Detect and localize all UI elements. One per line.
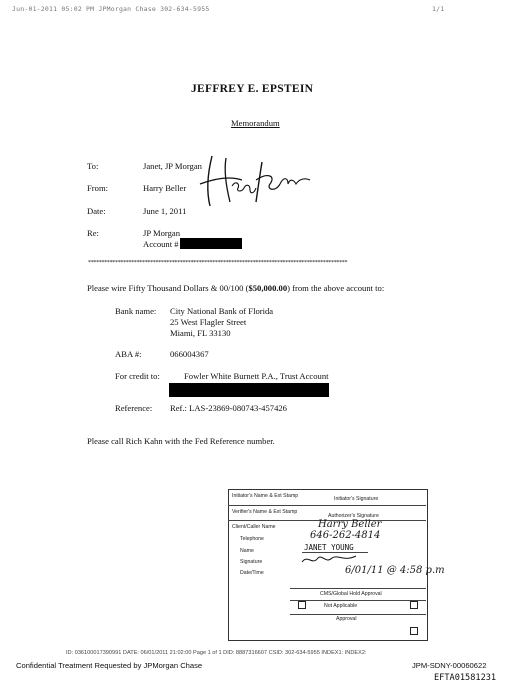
stamp-divider: [290, 588, 426, 589]
stamp-signature-label: Signature: [240, 559, 263, 565]
re-label: Re:: [87, 228, 99, 238]
reference-label: Reference:: [115, 403, 153, 413]
memo-heading: Memorandum: [231, 118, 280, 128]
fax-page-count: 1/1: [432, 5, 445, 13]
stamp-not-applicable: Not Applicable: [324, 603, 358, 609]
separator: ************************************************************************************************: [88, 260, 348, 266]
bank-name: City National Bank of Florida: [170, 306, 274, 316]
aba-label: ABA #:: [115, 349, 142, 359]
wire-instruction: [87, 283, 384, 293]
to-value: Janet, JP Morgan: [143, 161, 202, 171]
stamp-initiator-name: Initiator's Name & Ext Stamp: [232, 493, 299, 499]
stamp-divider: [290, 614, 426, 615]
footer-efta: EFTA01581231: [434, 673, 497, 683]
stamp-divider: [228, 505, 426, 506]
credit-label: For credit to:: [115, 371, 160, 381]
stamp-phone-label: Telephone: [240, 536, 264, 542]
stamp-checkbox: [410, 627, 418, 635]
fax-header-left: Jun-01-2011 05:02 PM JPMorgan Chase 302-634-5955: [12, 5, 210, 13]
to-label: To:: [87, 161, 99, 171]
from-label: From:: [87, 183, 109, 193]
stamp-phone-value: 646-262-4814: [310, 530, 381, 541]
instruction-prefix: Please wire Fifty Thousand Dollars & 00/100 (: [87, 283, 249, 293]
letterhead: JEFFREY E. EPSTEIN: [191, 83, 314, 95]
credit-redaction: [169, 383, 329, 397]
stamp-datetime-value: 6/01/11 @ 4:58 p.m: [345, 565, 445, 576]
handwritten-signature: [196, 150, 326, 214]
footer-fax-id: ID: 036100017390991 DATE: 06/01/2011 21:02:00 Page 1 of 1 DID: 8887316607 CSID: 302-634-5955 INDEX1: INDEX2:: [66, 650, 367, 656]
stamp-checkbox: [298, 601, 306, 609]
stamp-authorizer-signature: Authorizer's Signature: [328, 513, 379, 519]
stamp-name-value: JANET YOUNG: [304, 543, 354, 552]
re-value-line2: Account #: [143, 239, 179, 249]
footer-bates: JPM-SDNY-00060622: [412, 661, 487, 670]
instruction-suffix: ) from the above account to:: [287, 283, 385, 293]
instruction-amount: $50,000.00: [248, 283, 288, 293]
stamp-checkbox: [410, 601, 418, 609]
bank-street: 25 West Flagler Street: [170, 317, 247, 327]
from-value: Harry Beller: [143, 183, 187, 193]
closing-line: Please call Rich Kahn with the Fed Reference number.: [87, 436, 275, 446]
aba-value: 066004367: [170, 349, 209, 359]
stamp-approval: Approval: [336, 616, 357, 622]
account-redaction: [180, 238, 242, 249]
stamp-caller-value: Harry Beller: [318, 519, 382, 530]
stamp-datetime-label: Date/Time: [240, 570, 264, 576]
date-label: Date:: [87, 206, 106, 216]
bank-city: Miami, FL 33130: [170, 328, 231, 338]
stamp-initiator-signature: Initiator's Signature: [334, 496, 379, 502]
bank-label: Bank name:: [115, 306, 157, 316]
credit-value: Fowler White Burnett P.A., Trust Account: [184, 371, 329, 381]
stamp-divider: [290, 600, 426, 601]
reference-value: Ref.: LAS-23869-080743-457426: [170, 403, 287, 413]
stamp-name-label: Name: [240, 548, 254, 554]
stamp-global-hold: CMS/Global Hold Approval: [320, 591, 382, 597]
re-value-line1: JP Morgan: [143, 228, 181, 238]
stamp-verifier-name: Verifier's Name & Ext Stamp: [232, 509, 298, 515]
stamp-caller-label: Client/Caller Name: [232, 524, 276, 530]
date-value: June 1, 2011: [143, 206, 187, 216]
footer-confidential: Confidential Treatment Requested by JPMorgan Chase: [16, 661, 203, 670]
